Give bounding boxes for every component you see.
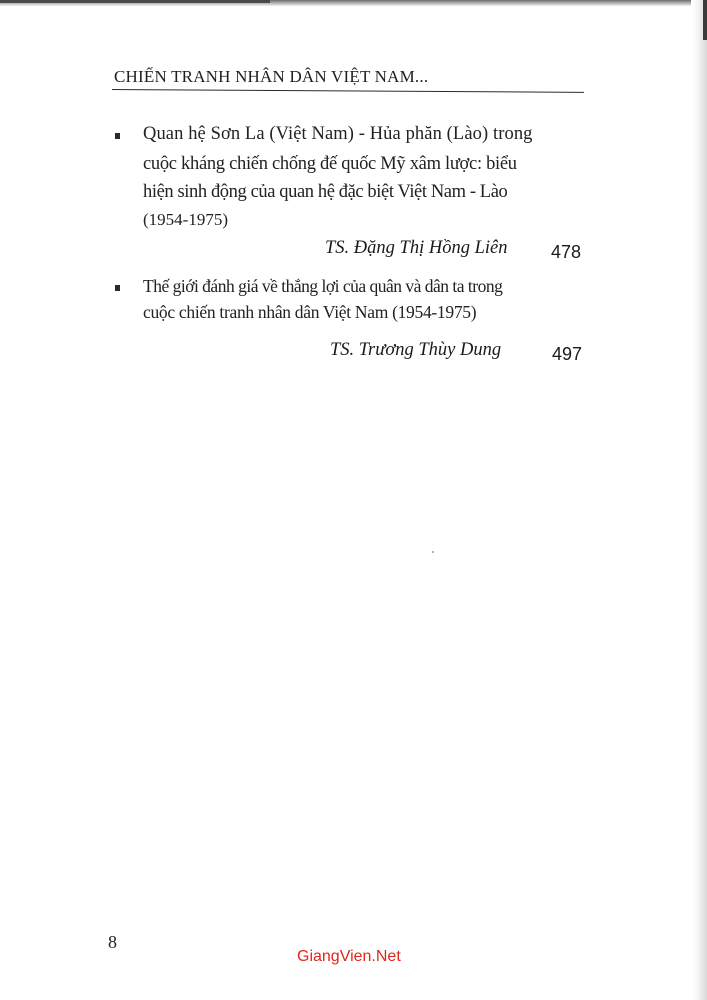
scan-edge-right [691,0,707,1000]
bullet-icon [115,285,120,291]
entry-page-number: 478 [551,242,582,262]
entry-title-line: (1954-1975) [143,210,228,229]
running-header: CHIẾN TRANH NHÂN DÂN VIỆT NAM... [114,67,429,86]
entry-title-line: hiện sinh động của quan hệ đặc biệt Việt Nam - Lào [143,182,508,202]
scan-edge-right-shadow [703,0,707,40]
scan-speck [432,551,434,553]
watermark: GiangVien.Net [297,948,401,965]
bullet-icon [115,133,120,139]
entry-title-line: cuộc kháng chiến chống đế quốc Mỹ xâm lược: biểu [143,154,517,174]
entry-title-line: Thế giới đánh giá về thắng lợi của quân và dân ta trong [143,276,503,296]
entry-page-number: 497 [552,344,583,364]
entry-title-line: Quan hệ Sơn La (Việt Nam) - Hủa phăn (Lào) trong [143,124,533,144]
page-number: 8 [108,932,117,952]
header-rule [112,89,584,93]
entry-author: TS. Trương Thùy Dung [330,340,502,360]
scan-edge-top-shadow [0,0,270,3]
entry-title-line: cuộc chiến tranh nhân dân Việt Nam (1954-1975) [143,302,477,322]
entry-author: TS. Đặng Thị Hồng Liên [325,238,508,258]
